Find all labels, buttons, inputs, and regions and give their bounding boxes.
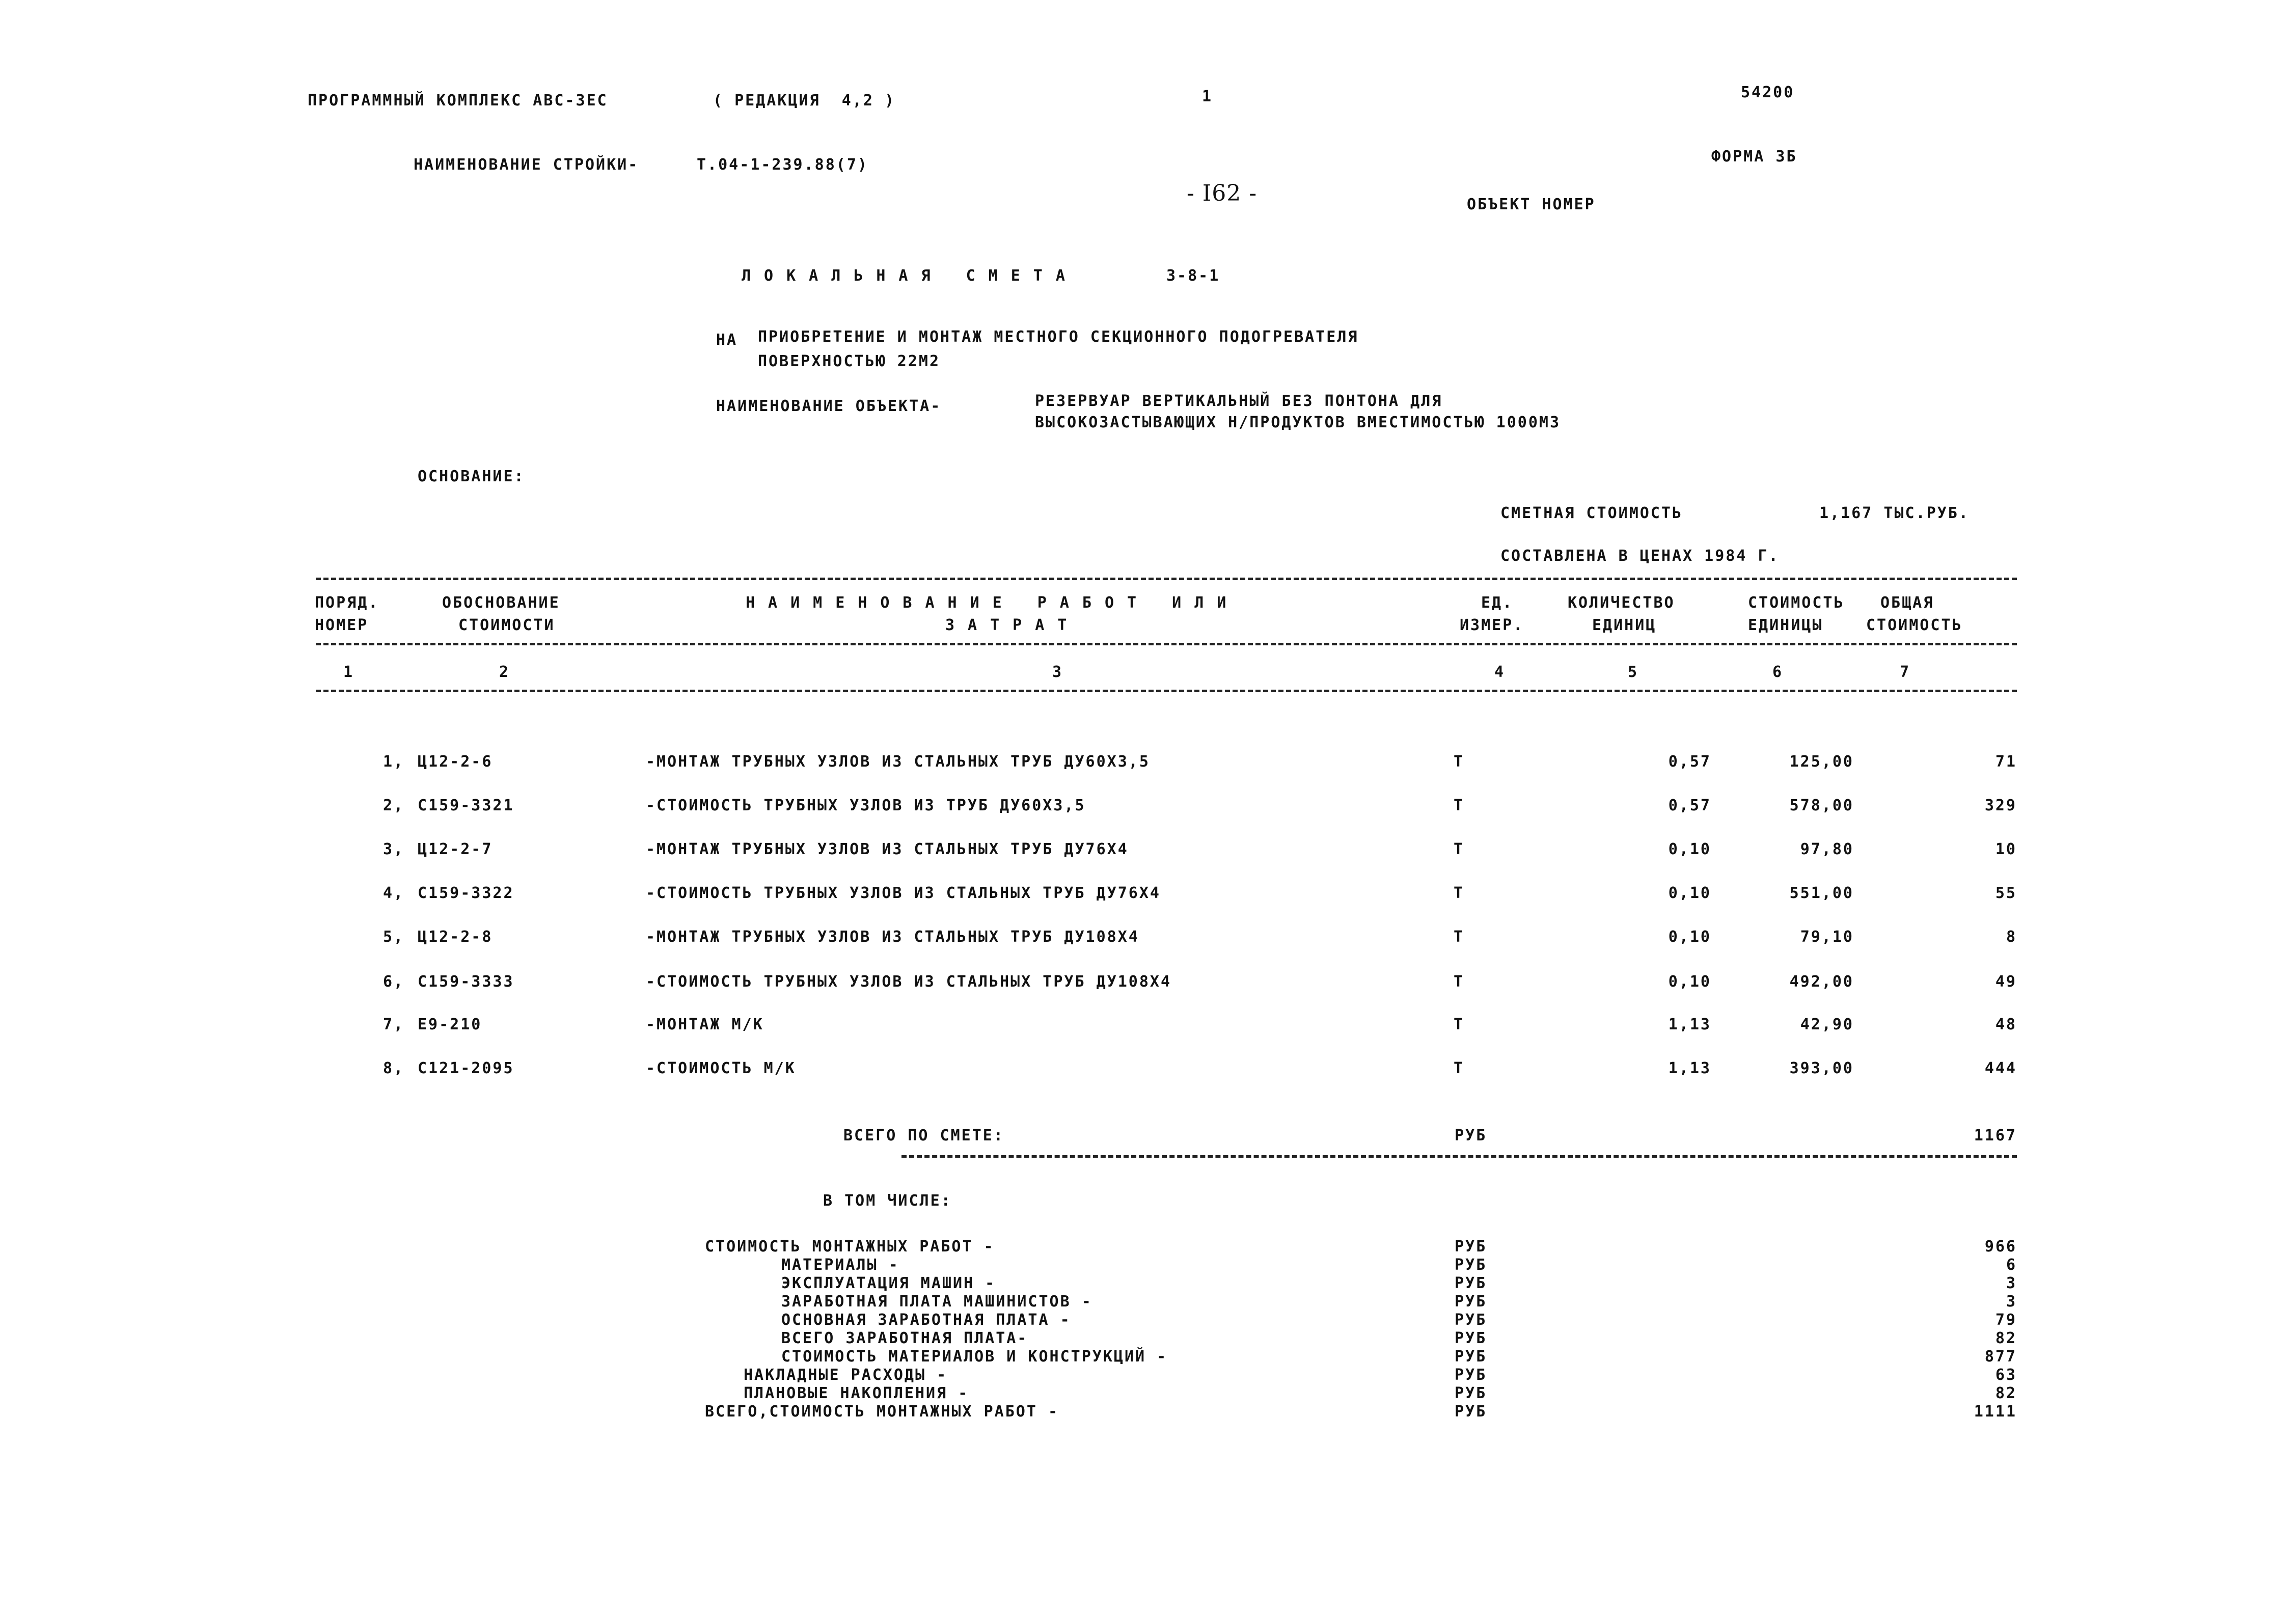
row-name: -СТОИМОСТЬ ТРУБНЫХ УЗЛОВ ИЗ СТАЛЬНЫХ ТРУБ ДУ108Х4 — [646, 973, 1172, 991]
row-number: 4, — [383, 884, 405, 902]
row-unit: Т — [1454, 753, 1465, 771]
breakdown-unit: РУБ — [1455, 1311, 1487, 1329]
header-col-3-line-1: НАИМЕНОВАНИЕ РАБОТ ИЛИ — [746, 594, 1240, 612]
row-name: -СТОИМОСТЬ М/К — [646, 1059, 796, 1077]
program-name: ПРОГРАММНЫЙ КОМПЛЕКС АВС-3ЕС — [308, 92, 608, 110]
estimated-cost-value: 1,167 ТЫС.РУБ. — [1819, 504, 1970, 522]
row-code: Е9-210 — [418, 1016, 482, 1033]
subject-line-1: ПРИОБРЕТЕНИЕ И МОНТАЖ МЕСТНОГО СЕКЦИОННОГО ПОДОГРЕВАТЕЛЯ — [758, 328, 1359, 346]
including-label: В ТОМ ЧИСЛЕ: — [823, 1192, 952, 1210]
breakdown-label: ВСЕГО,СТОИМОСТЬ МОНТАЖНЫХ РАБОТ - — [705, 1403, 1059, 1421]
row-total: 444 — [1984, 1059, 2017, 1077]
row-code: С159-3322 — [418, 884, 514, 902]
row-unit: Т — [1454, 1016, 1465, 1033]
breakdown-value: 63 — [1995, 1366, 2017, 1384]
row-quantity: 0,57 — [1668, 753, 1711, 771]
grand-total-unit: РУБ — [1455, 1127, 1487, 1144]
breakdown-unit: РУБ — [1455, 1403, 1487, 1421]
row-number: 1, — [383, 753, 405, 771]
row-number: 8, — [383, 1059, 405, 1077]
row-total: 49 — [1995, 973, 2017, 991]
header-col-7-line-2: СТОИМОСТЬ — [1866, 616, 1963, 634]
breakdown-unit: РУБ — [1455, 1366, 1487, 1384]
header-col-4-line-2: ИЗМЕР. — [1460, 616, 1524, 634]
row-quantity: 1,13 — [1668, 1059, 1711, 1077]
breakdown-value: 82 — [1995, 1329, 2017, 1347]
row-number: 6, — [383, 973, 405, 991]
row-unit-price: 551,00 — [1789, 884, 1854, 902]
price-basis: СОСТАВЛЕНА В ЦЕНАХ 1984 Г. — [1500, 547, 1780, 565]
row-unit-price: 578,00 — [1789, 797, 1854, 814]
row-unit: Т — [1454, 973, 1465, 991]
table-body-rule — [316, 690, 2017, 692]
col-number-4: 4 — [1494, 663, 1506, 681]
construction-value: Т.04-1-239.88(7) — [697, 156, 868, 174]
grand-total-value: 1167 — [1974, 1127, 2017, 1144]
object-line-1: РЕЗЕРВУАР ВЕРТИКАЛЬНЫЙ БЕЗ ПОНТОНА ДЛЯ — [1035, 392, 1443, 410]
breakdown-value: 966 — [1984, 1238, 2017, 1256]
breakdown-value: 3 — [2006, 1274, 2017, 1292]
grand-total-rule — [901, 1155, 2017, 1158]
breakdown-label: ПЛАНОВЫЕ НАКОПЛЕНИЯ - — [744, 1384, 969, 1402]
page-mark: - I62 - — [1187, 180, 1258, 206]
header-col-6-line-1: СТОИМОСТЬ — [1748, 594, 1845, 612]
col-number-3: 3 — [1052, 663, 1063, 681]
header-col-3-line-2: ЗАТРАТ — [945, 616, 1080, 634]
row-quantity: 0,10 — [1668, 973, 1711, 991]
row-name: -МОНТАЖ ТРУБНЫХ УЗЛОВ ИЗ СТАЛЬНЫХ ТРУБ ДУ108Х4 — [646, 928, 1139, 946]
row-quantity: 0,57 — [1668, 797, 1711, 814]
row-unit-price: 79,10 — [1800, 928, 1854, 946]
row-number: 5, — [383, 928, 405, 946]
breakdown-value: 82 — [1995, 1384, 2017, 1402]
row-quantity: 1,13 — [1668, 1016, 1711, 1033]
row-number: 7, — [383, 1016, 405, 1033]
row-number: 3, — [383, 840, 405, 858]
row-total: 71 — [1995, 753, 2017, 771]
row-quantity: 0,10 — [1668, 928, 1711, 946]
row-code: Ц12-2-6 — [418, 753, 493, 771]
row-name: -СТОИМОСТЬ ТРУБНЫХ УЗЛОВ ИЗ СТАЛЬНЫХ ТРУБ ДУ76Х4 — [646, 884, 1161, 902]
row-name: -СТОИМОСТЬ ТРУБНЫХ УЗЛОВ ИЗ ТРУБ ДУ60Х3,5 — [646, 797, 1086, 814]
header-col-5-line-1: КОЛИЧЕСТВО — [1568, 594, 1675, 612]
row-total: 48 — [1995, 1016, 2017, 1033]
header-col-2-line-2: СТОИМОСТИ — [458, 616, 555, 634]
table-top-rule — [316, 578, 2017, 580]
row-unit: Т — [1454, 928, 1465, 946]
object-number-label: ОБЪЕКТ НОМЕР — [1467, 196, 1596, 213]
breakdown-label: МАТЕРИАЛЫ - — [781, 1256, 899, 1274]
estimate-number: 3-8-1 — [1166, 267, 1220, 285]
breakdown-value: 6 — [2006, 1256, 2017, 1274]
breakdown-unit: РУБ — [1455, 1256, 1487, 1274]
object-line-2: ВЫСОКОЗАСТЫВАЮЩИХ Н/ПРОДУКТОВ ВМЕСТИМОСТЬЮ 1000М3 — [1035, 414, 1561, 431]
object-name-label: НАИМЕНОВАНИЕ ОБЪЕКТА- — [716, 397, 942, 415]
row-code: Ц12-2-8 — [418, 928, 493, 946]
row-unit: Т — [1454, 884, 1465, 902]
header-col-1-line-1: ПОРЯД. — [315, 594, 379, 612]
subject-line-2: ПОВЕРХНОСТЬЮ 22М2 — [758, 352, 941, 370]
row-unit: Т — [1454, 1059, 1465, 1077]
breakdown-label: ЭКСПЛУАТАЦИЯ МАШИН - — [781, 1274, 996, 1292]
breakdown-label: ЗАРАБОТНАЯ ПЛАТА МАШИНИСТОВ - — [781, 1293, 1092, 1311]
row-name: -МОНТАЖ М/К — [646, 1016, 764, 1033]
breakdown-unit: РУБ — [1455, 1329, 1487, 1347]
breakdown-unit: РУБ — [1455, 1348, 1487, 1366]
row-unit: Т — [1454, 840, 1465, 858]
row-total: 10 — [1995, 840, 2017, 858]
row-quantity: 0,10 — [1668, 840, 1711, 858]
construction-label: НАИМЕНОВАНИЕ СТРОЙКИ- — [414, 156, 639, 174]
document-code: 54200 — [1741, 84, 1795, 101]
breakdown-unit: РУБ — [1455, 1293, 1487, 1311]
breakdown-value: 877 — [1984, 1348, 2017, 1366]
header-col-6-line-2: ЕДИНИЦЫ — [1748, 616, 1823, 634]
form-label: ФОРМА 3Б — [1711, 148, 1797, 166]
header-col-7-line-1: ОБЩАЯ — [1880, 594, 1934, 612]
estimate-title: ЛОКАЛЬНАЯ СМЕТА — [742, 267, 1078, 285]
breakdown-label: СТОИМОСТЬ МОНТАЖНЫХ РАБОТ - — [705, 1238, 995, 1256]
col-number-6: 6 — [1772, 663, 1784, 681]
page-number: 1 — [1202, 88, 1213, 105]
breakdown-value: 3 — [2006, 1293, 2017, 1311]
row-total: 55 — [1995, 884, 2017, 902]
row-code: Ц12-2-7 — [418, 840, 493, 858]
breakdown-label: НАКЛАДНЫЕ РАСХОДЫ - — [744, 1366, 948, 1384]
row-unit-price: 492,00 — [1789, 973, 1854, 991]
breakdown-label: СТОИМОСТЬ МАТЕРИАЛОВ И КОНСТРУКЦИЙ - — [781, 1348, 1168, 1366]
breakdown-unit: РУБ — [1455, 1384, 1487, 1402]
row-unit-price: 125,00 — [1789, 753, 1854, 771]
row-unit: Т — [1454, 797, 1465, 814]
edition: ( РЕДАКЦИЯ 4,2 ) — [713, 92, 896, 110]
breakdown-label: ВСЕГО ЗАРАБОТНАЯ ПЛАТА- — [781, 1329, 1028, 1347]
subject-label: НА — [716, 331, 738, 349]
col-number-1: 1 — [343, 663, 354, 681]
row-total: 329 — [1984, 797, 2017, 814]
row-name: -МОНТАЖ ТРУБНЫХ УЗЛОВ ИЗ СТАЛЬНЫХ ТРУБ ДУ76Х4 — [646, 840, 1129, 858]
row-unit-price: 393,00 — [1789, 1059, 1854, 1077]
basis-label: ОСНОВАНИЕ: — [418, 468, 525, 485]
row-unit-price: 97,80 — [1800, 840, 1854, 858]
breakdown-label: ОСНОВНАЯ ЗАРАБОТНАЯ ПЛАТА - — [781, 1311, 1071, 1329]
header-col-5-line-2: ЕДИНИЦ — [1592, 616, 1657, 634]
row-code: С159-3321 — [418, 797, 514, 814]
header-separator-rule — [316, 643, 2017, 645]
grand-total-label: ВСЕГО ПО СМЕТЕ: — [843, 1127, 1004, 1144]
breakdown-unit: РУБ — [1455, 1238, 1487, 1256]
row-code: С121-2095 — [418, 1059, 514, 1077]
col-number-7: 7 — [1900, 663, 1911, 681]
col-number-2: 2 — [499, 663, 510, 681]
row-code: С159-3333 — [418, 973, 514, 991]
estimated-cost-label: СМЕТНАЯ СТОИМОСТЬ — [1500, 504, 1683, 522]
header-col-1-line-2: НОМЕР — [315, 616, 369, 634]
col-number-5: 5 — [1628, 663, 1639, 681]
breakdown-value: 79 — [1995, 1311, 2017, 1329]
breakdown-unit: РУБ — [1455, 1274, 1487, 1292]
row-unit-price: 42,90 — [1800, 1016, 1854, 1033]
row-total: 8 — [2006, 928, 2017, 946]
breakdown-value: 1111 — [1974, 1403, 2017, 1421]
header-col-2-line-1: ОБОСНОВАНИЕ — [442, 594, 560, 612]
row-quantity: 0,10 — [1668, 884, 1711, 902]
row-number: 2, — [383, 797, 405, 814]
header-col-4-line-1: ЕД. — [1481, 594, 1514, 612]
row-name: -МОНТАЖ ТРУБНЫХ УЗЛОВ ИЗ СТАЛЬНЫХ ТРУБ ДУ60Х3,5 — [646, 753, 1150, 771]
